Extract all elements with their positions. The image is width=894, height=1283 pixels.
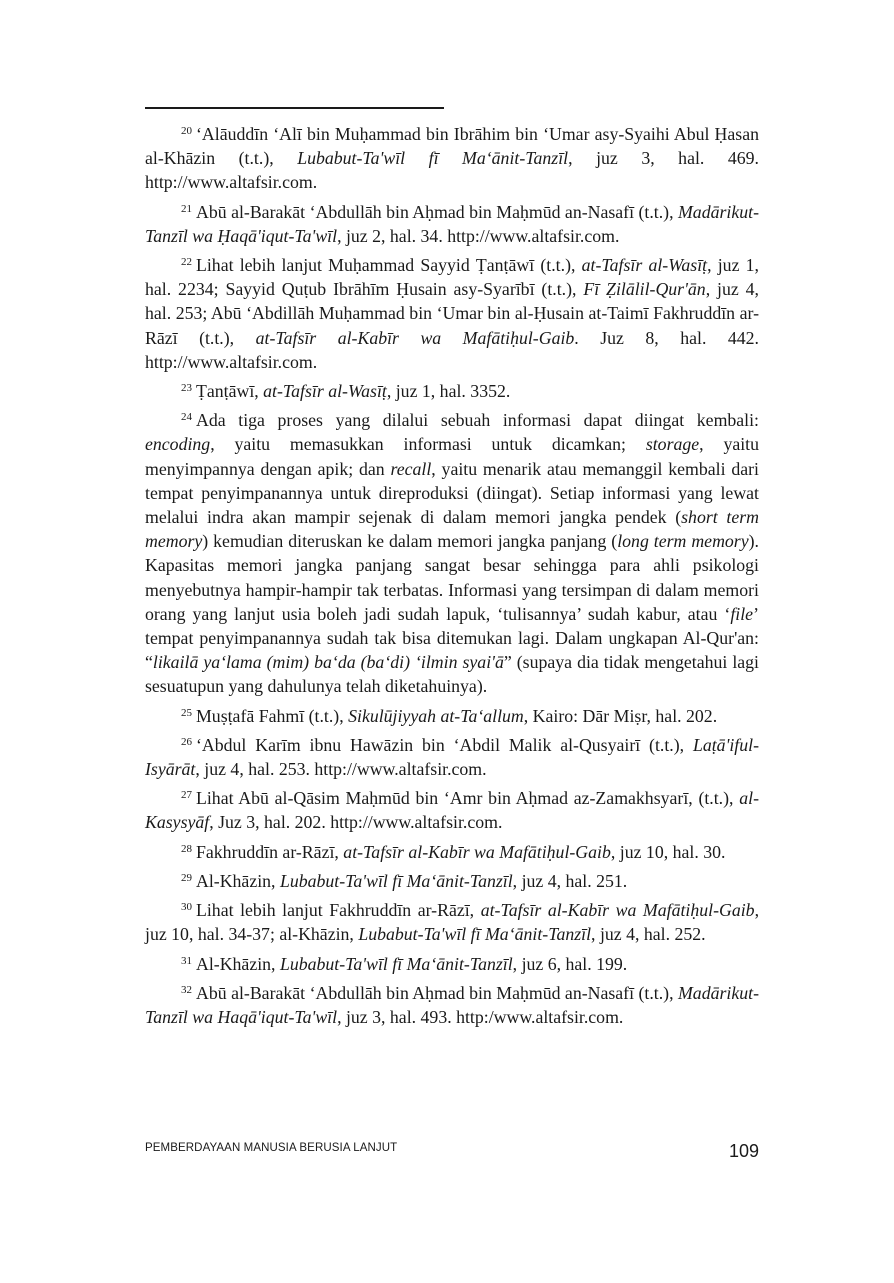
footnote-italic-title: Fī Ẓilālil-Qur'ān (583, 279, 706, 300)
footnote-text: , Juz 3, hal. 202. http://www.altafsir.com. (209, 812, 503, 833)
footnote-italic-title: Madārikut-Tanzīl wa Ḥaqā'iqut-Ta'wīl (145, 201, 759, 246)
footnote-number: 32 (181, 983, 192, 996)
footnote-text: , juz 4, hal. 253; Abū ‘Abdillāh Muḥammad bin ‘Umar bin al-Ḥusain at-Taimī Fakhruddīn ar-Rāzī (t.t.), (145, 279, 759, 348)
footnote-italic-title: at-Tafsīr al-Kabīr wa Mafātiḥul-Gaib (255, 327, 575, 348)
footnote-italic-title: Laṭā'iful-Isyārāt (145, 734, 759, 780)
footnote-number: 29 (181, 871, 192, 884)
footnote-text: Lihat lebih lanjut Muḥammad Sayyid Ṭanṭāwī (t.t.), (196, 255, 582, 276)
footnote-22 (145, 253, 759, 374)
footnote-italic-title: file (730, 603, 754, 624)
footnote-text: Abū al-Barakāt ‘Abdullāh bin Aḥmad bin Maḥmūd an-Nasafī (t.t.), (196, 201, 678, 222)
footnote-text: , juz 3, hal. 493. http:/www.altafsir.com. (337, 1006, 624, 1027)
footnote-text: . Juz 8, hal. 442. http://www.altafsir.com. (145, 327, 759, 372)
footnote-number: 23 (181, 382, 192, 395)
footnote-text: ) kemudian diteruskan ke dalam memori jangka panjang ( (202, 531, 618, 552)
footnote-italic-title: long term memory (617, 531, 749, 552)
footnote-text: , Kairo: Dār Miṣr, hal. 202. (523, 705, 718, 726)
footnote-text: ” (supaya dia tidak mengetahui lagi sesuatupun yang dahulunya telah diketahuinya). (145, 652, 759, 697)
footnote-text: , yaitu memasukkan informasi untuk dicamkan; (210, 434, 646, 455)
footnote-number: 22 (181, 256, 192, 269)
footnote-text: ). Kapasitas memori jangka panjang sangat besar sehingga para ahli psikologi menyebutnya hampir-hampir tak terbatas. Informasi yang tersimpan di dalam memori orang yang lanjut usia boleh jadi sudah lapuk, ‘tulisannya’ sudah kabur, atau ‘ (145, 531, 759, 624)
footnote-text: Lihat Abū al-Qāsim Maḥmūd bin ‘Amr bin Aḥmad az-Zamakhsyarī, (t.t.), (196, 788, 740, 809)
footnote-italic-title: recall (390, 458, 432, 479)
footnote-24 (145, 408, 759, 698)
footnote-30 (145, 898, 759, 946)
footnote-number: 27 (181, 789, 192, 802)
footnote-text: , juz 10, hal. 34-37; al-Khāzin, (145, 900, 760, 945)
footnote-text: Ṭanṭāwī, (196, 381, 264, 402)
footnote-italic-title: Madārikut-Tanzīl wa Haqā'iqut-Ta'wīl (145, 982, 759, 1027)
footnote-italic-title: at-Tafsīr al-Kabīr wa Mafātiḥul-Gaib (343, 841, 611, 862)
footnote-31 (145, 952, 759, 976)
footnote-text: , juz 6, hal. 199. (512, 953, 628, 974)
footnote-number: 20 (181, 125, 192, 137)
footnote-29 (145, 869, 759, 893)
footnote-italic-title: likailā ya‘lama (mim) ba‘da (ba‘di) ‘ilmin syai'ā (152, 652, 504, 673)
footnote-text: , juz 4, hal. 253. http://www.altafsir.com. (195, 759, 487, 780)
footnote-20 (145, 122, 759, 195)
footnote-text: , juz 4, hal. 252. (591, 924, 706, 945)
footnote-number: 21 (181, 202, 192, 215)
footnote-italic-title: Lubabut-Ta'wīl fī Ma‘ānit-Tanzīl (279, 953, 513, 974)
footnote-italic-title: at-Tafsīr al-Wasīṭ (581, 255, 708, 276)
footnote-italic-title: al-Kasysyāf (145, 788, 759, 833)
footnote-text: , yaitu menyimpannya dengan apik; dan (145, 434, 760, 479)
footnote-italic-title: at-Tafsīr al-Wasīṭ (263, 381, 387, 402)
footnote-text: Lihat lebih lanjut Fakhruddīn ar-Rāzī, (196, 900, 481, 921)
footnote-italic-title: Sikulūjiyyah at-Ta‘allum (348, 705, 524, 726)
footnote-italic-title: Lubabut-Ta'wīl fī Ma‘ānit-Tanzīl (358, 924, 592, 945)
footnote-32 (145, 981, 759, 1029)
footnote-number: 28 (181, 842, 192, 855)
footnote-text: Al-Khāzin, (196, 953, 280, 974)
page-number: 109 (728, 1141, 759, 1161)
footnote-text: , yaitu menarik atau memanggil kembali dari tempat penyimpanannya untuk direproduksi (diingat). Setiap informasi yang lewat melalui indra akan mampir sejenak di dalam memori jangka pendek ( (145, 458, 759, 528)
footnote-separator-rule (145, 107, 444, 109)
footnote-text: Muṣṭafā Fahmī (t.t.), (196, 705, 349, 726)
footnote-23 (145, 379, 759, 403)
footnote-text: Al-Khāzin, (196, 870, 280, 891)
footnote-text: , juz 3, hal. 469. http://www.altafsir.com. (145, 148, 759, 193)
footnote-number: 25 (181, 706, 192, 719)
footnote-number: 24 (181, 411, 192, 424)
footnote-text: ’ tempat penyimpanannya sudah tak bisa ditemukan lagi. Dalam ungkapan Al-Qur'an: “ (145, 603, 759, 673)
footnote-number: 30 (181, 901, 192, 914)
footnote-28 (145, 840, 759, 864)
footnote-italic-title: encoding (145, 434, 211, 455)
footnotes-section (145, 122, 759, 1034)
footnote-text: Ada tiga proses yang dilalui sebuah informasi dapat diingat kembali: (196, 410, 759, 431)
footnote-number: 31 (181, 954, 192, 967)
footnote-italic-title: at-Tafsīr al-Kabīr wa Mafātiḥul-Gaib (480, 900, 755, 921)
footnote-italic-title: storage (645, 434, 700, 455)
footnote-italic-title: short term memory (145, 507, 759, 552)
footnote-number: 26 (181, 735, 192, 748)
footnote-text: Abū al-Barakāt ‘Abdullāh bin Aḥmad bin Maḥmūd an-Nasafī (t.t.), (196, 982, 678, 1003)
footnote-text: , juz 1, hal. 2234; Sayyid Quṭub Ibrāhīm Ḥusain asy-Syarībī (t.t.), (145, 255, 760, 300)
footnote-text: , juz 1, hal. 3352. (386, 381, 511, 402)
footnote-25 (145, 704, 759, 728)
footnote-italic-title: Lubabut-Ta'wīl fī Ma‘ānit-Tanzīl (279, 870, 513, 891)
footnote-21 (145, 200, 759, 248)
footnote-26 (145, 733, 759, 781)
footnote-text: , juz 10, hal. 30. (610, 841, 726, 862)
footnote-text: , juz 4, hal. 251. (512, 870, 628, 891)
footnote-text: ‘Abdul Karīm ibnu Hawāzin bin ‘Abdil Malik al-Qusyairī (t.t.), (196, 734, 693, 755)
footnote-text: Fakhruddīn ar-Rāzī, (196, 841, 344, 862)
footnote-text: ‘Alāuddīn ‘Alī bin Muḥammad bin Ibrāhim bin ‘Umar asy-Syaihi Abul Ḥasan al-Khāzin (t.t.), (145, 124, 759, 169)
footnote-27 (145, 786, 759, 834)
footnote-text: , juz 2, hal. 34. http://www.altafsir.com. (337, 225, 620, 246)
running-footer-title: PEMBERDAYAAN MANUSIA BERUSIA LANJUT (145, 1142, 398, 1154)
footnote-italic-title: Lubabut-Ta'wīl fī Ma‘ānit-Tanzīl (297, 148, 569, 169)
